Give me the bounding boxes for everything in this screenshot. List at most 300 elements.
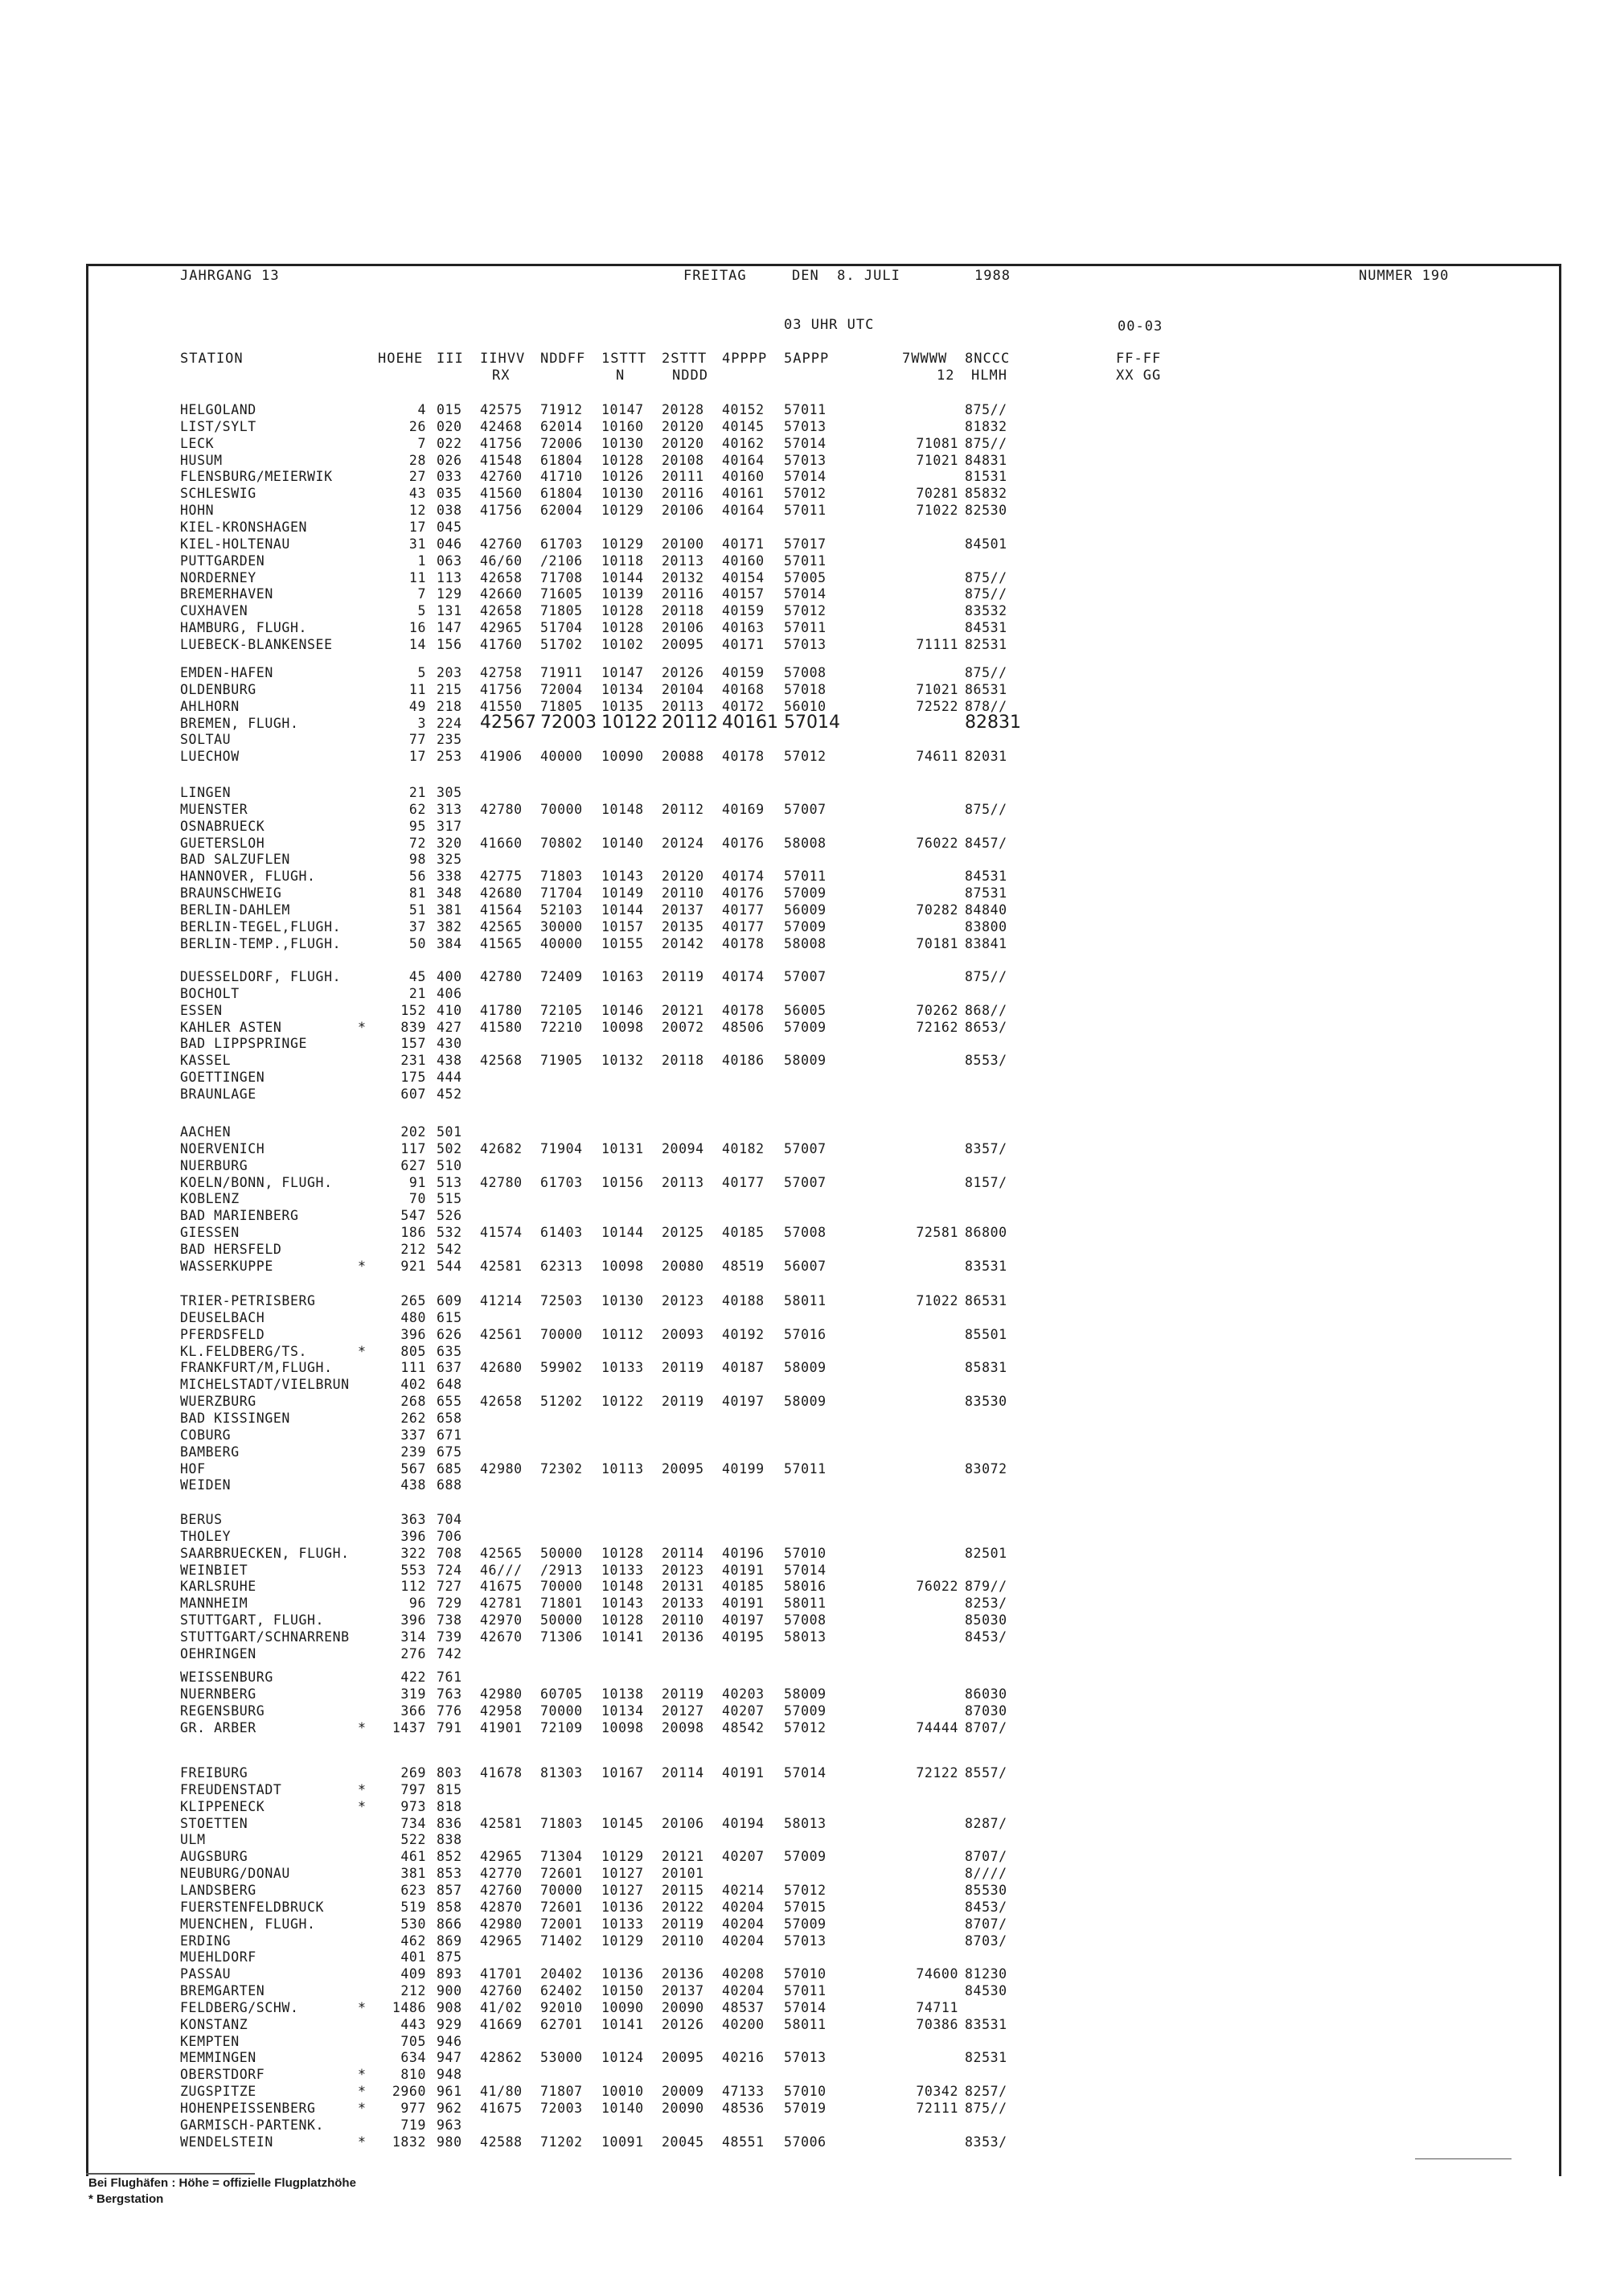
group-nddff: 72004 xyxy=(540,681,583,697)
station-name: HANNOVER, FLUGH. xyxy=(180,869,316,885)
group-4pppp: 40145 xyxy=(722,418,765,434)
station-name: MUEHLDORF xyxy=(180,1949,256,1965)
mountain-marker: * xyxy=(358,2134,367,2150)
mountain-marker: * xyxy=(358,1999,367,2015)
group-5appp: 57014 xyxy=(784,1562,827,1578)
group-2sttt: 20072 xyxy=(662,1019,704,1035)
elevation: 5 xyxy=(417,603,426,619)
group-8nccc: 8707/ xyxy=(965,1916,1007,1932)
group-4pppp: 40178 xyxy=(722,1002,765,1018)
station-name: PASSAU xyxy=(180,1966,232,1982)
elevation: 14 xyxy=(408,636,426,652)
station-name: AUGSBURG xyxy=(180,1849,248,1865)
col-nddff: NDDFF xyxy=(540,351,586,367)
elevation: 921 xyxy=(400,1258,426,1274)
group-1sttt: 10118 xyxy=(601,552,644,569)
station-id: 452 xyxy=(437,1086,462,1102)
station-id: 947 xyxy=(437,2050,462,2066)
group-7wwww: 74711 xyxy=(916,1999,958,2015)
group-4pppp: 40178 xyxy=(722,749,765,765)
group-iihvv: 42870 xyxy=(480,1899,523,1915)
station-name: STUTTGART/SCHNARRENB xyxy=(180,1629,350,1645)
station-name: HOHENPEISSENBERG xyxy=(180,2101,316,2116)
station-name: BREMEN, FLUGH. xyxy=(180,715,299,731)
station-id: 305 xyxy=(437,785,462,800)
station-id: 818 xyxy=(437,1798,462,1814)
group-nddff: 92010 xyxy=(540,1999,583,2015)
station-name: BAD MARIENBERG xyxy=(180,1208,299,1224)
col-1sttt-sub: N xyxy=(616,368,626,384)
elevation: 96 xyxy=(408,1596,426,1612)
group-1sttt: 10091 xyxy=(601,2134,644,2150)
station-id: 961 xyxy=(437,2084,462,2100)
group-8nccc: 85501 xyxy=(965,1326,1007,1342)
group-8nccc: 8707/ xyxy=(965,1849,1007,1865)
group-2sttt: 20110 xyxy=(662,1933,704,1949)
group-iihvv: 42980 xyxy=(480,1686,523,1702)
elevation: 409 xyxy=(400,1966,426,1982)
group-8nccc: 87531 xyxy=(965,885,1007,902)
group-1sttt: 10134 xyxy=(601,681,644,697)
group-2sttt: 20137 xyxy=(662,902,704,918)
elevation: 1486 xyxy=(392,1999,426,2015)
group-nddff: 71708 xyxy=(540,569,583,585)
elevation: 239 xyxy=(400,1444,426,1460)
station-name: WUERZBURG xyxy=(180,1394,256,1410)
group-1sttt: 10122 xyxy=(601,1394,644,1410)
elevation: 12 xyxy=(408,503,426,519)
station-name: KAHLER ASTEN xyxy=(180,1019,282,1035)
group-1sttt: 10141 xyxy=(601,1629,644,1645)
group-2sttt: 20113 xyxy=(662,698,704,714)
station-name: HUSUM xyxy=(180,452,223,468)
station-name: REGENSBURG xyxy=(180,1702,265,1719)
group-nddff: 70000 xyxy=(540,1579,583,1595)
table-row xyxy=(0,419,1045,436)
group-nddff: 72210 xyxy=(540,1019,583,1035)
group-1sttt: 10167 xyxy=(601,1765,644,1781)
elevation: 31 xyxy=(408,536,426,552)
group-4pppp: 40185 xyxy=(722,1579,765,1595)
group-nddff: 20402 xyxy=(540,1966,583,1982)
group-4pppp: 48551 xyxy=(722,2134,765,2150)
station-name: KOBLENZ xyxy=(180,1191,240,1207)
group-8nccc: 81832 xyxy=(965,418,1007,434)
station-id: 729 xyxy=(437,1596,462,1612)
elevation: 28 xyxy=(408,452,426,468)
group-nddff: 72302 xyxy=(540,1460,583,1477)
group-1sttt: 10112 xyxy=(601,1326,644,1342)
elevation: 157 xyxy=(400,1036,426,1052)
group-5appp: 56009 xyxy=(784,902,827,918)
group-7wwww: 70342 xyxy=(916,2084,958,2100)
station-name: BRAUNSCHWEIG xyxy=(180,885,282,902)
table-row xyxy=(0,2084,1045,2101)
elevation: 117 xyxy=(400,1140,426,1156)
group-5appp: 57007 xyxy=(784,969,827,984)
table-row xyxy=(0,486,1045,503)
group-2sttt: 20115 xyxy=(662,1882,704,1898)
table-row xyxy=(0,1053,1045,1070)
station-name: CUXHAVEN xyxy=(180,603,248,619)
group-iihvv: 42680 xyxy=(480,1360,523,1376)
elevation: 363 xyxy=(400,1512,426,1527)
station-id: 338 xyxy=(437,869,462,885)
group-1sttt: 10133 xyxy=(601,1360,644,1376)
group-iihvv: 42780 xyxy=(480,801,523,817)
station-id: 853 xyxy=(437,1866,462,1882)
elevation: 186 xyxy=(400,1225,426,1241)
table-row xyxy=(0,1670,1045,1686)
mountain-marker: * xyxy=(358,1719,367,1735)
group-nddff: 41710 xyxy=(540,469,583,485)
table-row xyxy=(0,1720,1045,1737)
group-8nccc: 8653/ xyxy=(965,1019,1007,1035)
group-4pppp: 40169 xyxy=(722,801,765,817)
station-id: 147 xyxy=(437,620,462,636)
group-4pppp: 40207 xyxy=(722,1702,765,1719)
group-nddff: 71801 xyxy=(540,1596,583,1612)
group-7wwww: 71021 xyxy=(916,681,958,697)
station-id: 857 xyxy=(437,1882,462,1898)
elevation: 1437 xyxy=(392,1719,426,1735)
elevation: 26 xyxy=(408,418,426,434)
group-7wwww: 72581 xyxy=(916,1225,958,1241)
group-4pppp: 40177 xyxy=(722,1174,765,1190)
station-name: SCHLESWIG xyxy=(180,486,256,502)
table-row xyxy=(0,1141,1045,1158)
group-8nccc: 85030 xyxy=(965,1612,1007,1629)
group-4pppp: 40157 xyxy=(722,586,765,602)
group-2sttt: 20133 xyxy=(662,1596,704,1612)
table-row xyxy=(0,1916,1045,1933)
elevation: 4 xyxy=(417,402,426,417)
group-5appp: 57013 xyxy=(784,2050,827,2066)
group-4pppp: 40159 xyxy=(722,603,765,619)
group-nddff: /2913 xyxy=(540,1562,583,1578)
table-row xyxy=(0,1208,1045,1225)
group-1sttt: 10129 xyxy=(601,1849,644,1865)
station-name: DEUSELBACH xyxy=(180,1309,265,1325)
table-row xyxy=(0,637,1045,654)
table-row xyxy=(0,1883,1045,1900)
table-row xyxy=(0,536,1045,553)
elevation: 623 xyxy=(400,1882,426,1898)
group-4pppp: 40162 xyxy=(722,435,765,451)
group-7wwww: 70386 xyxy=(916,2016,958,2032)
station-id: 382 xyxy=(437,918,462,934)
group-iihvv: 41548 xyxy=(480,452,523,468)
group-nddff: 71807 xyxy=(540,2084,583,2100)
station-id: 113 xyxy=(437,569,462,585)
station-id: 045 xyxy=(437,519,462,535)
elevation: 212 xyxy=(400,1241,426,1257)
station-id: 035 xyxy=(437,486,462,502)
group-4pppp: 40185 xyxy=(722,1225,765,1241)
station-name: KONSTANZ xyxy=(180,2016,248,2032)
table-row xyxy=(0,1966,1045,1983)
col-ffff: FF-FF xyxy=(1116,351,1162,367)
group-nddff: 40000 xyxy=(540,749,583,765)
group-iihvv: 41580 xyxy=(480,1019,523,1035)
group-2sttt: 20098 xyxy=(662,1719,704,1735)
group-nddff: 70000 xyxy=(540,1702,583,1719)
col-iii: III xyxy=(437,351,464,367)
elevation: 45 xyxy=(408,969,426,984)
station-id: 675 xyxy=(437,1444,462,1460)
group-2sttt: 20118 xyxy=(662,1053,704,1069)
group-5appp: 57011 xyxy=(784,503,827,519)
elevation: 111 xyxy=(400,1360,426,1376)
table-row xyxy=(0,436,1045,453)
group-2sttt: 20104 xyxy=(662,681,704,697)
group-nddff: 71905 xyxy=(540,1053,583,1069)
station-id: 742 xyxy=(437,1645,462,1661)
table-row xyxy=(0,1124,1045,1141)
group-1sttt: 10127 xyxy=(601,1882,644,1898)
station-name: MANNHEIM xyxy=(180,1596,248,1612)
group-2sttt: 20119 xyxy=(662,969,704,984)
station-id: 658 xyxy=(437,1410,462,1426)
group-8nccc: 84831 xyxy=(965,452,1007,468)
group-2sttt: 20122 xyxy=(662,1899,704,1915)
elevation: 607 xyxy=(400,1086,426,1102)
group-8nccc: 81531 xyxy=(965,469,1007,485)
group-8nccc: 875// xyxy=(965,665,1007,680)
group-nddff: 50000 xyxy=(540,1545,583,1561)
group-8nccc: 8457/ xyxy=(965,835,1007,851)
group-7wwww: 74444 xyxy=(916,1719,958,1735)
group-2sttt: 20100 xyxy=(662,536,704,552)
table-row xyxy=(0,402,1045,419)
group-1sttt: 10160 xyxy=(601,418,644,434)
group-7wwww: 71111 xyxy=(916,636,958,652)
station-name: HOHN xyxy=(180,503,215,519)
elevation: 322 xyxy=(400,1545,426,1561)
group-iihvv: 42760 xyxy=(480,536,523,552)
station-id: 637 xyxy=(437,1360,462,1376)
group-4pppp: 40187 xyxy=(722,1360,765,1376)
table-row xyxy=(0,469,1045,486)
station-name: FLENSBURG/MEIERWIK xyxy=(180,469,333,485)
group-2sttt: 20128 xyxy=(662,402,704,417)
group-8nccc: 875// xyxy=(965,569,1007,585)
station-name: HOF xyxy=(180,1460,206,1477)
group-1sttt: 10156 xyxy=(601,1174,644,1190)
station-id: 510 xyxy=(437,1157,462,1173)
group-nddff: 70000 xyxy=(540,1882,583,1898)
group-nddff: 61703 xyxy=(540,1174,583,1190)
group-2sttt: 20110 xyxy=(662,885,704,902)
group-iihvv: 41756 xyxy=(480,681,523,697)
group-1sttt: 10149 xyxy=(601,885,644,902)
group-1sttt: 10147 xyxy=(601,402,644,417)
group-2sttt: 20131 xyxy=(662,1579,704,1595)
group-iihvv: 41564 xyxy=(480,902,523,918)
group-2sttt: 20137 xyxy=(662,1983,704,1999)
group-4pppp: 40154 xyxy=(722,569,765,585)
group-iihvv: 41901 xyxy=(480,1719,523,1735)
group-2sttt: 20119 xyxy=(662,1916,704,1932)
station-id: 235 xyxy=(437,732,462,748)
group-4pppp: 40174 xyxy=(722,869,765,885)
station-id: 015 xyxy=(437,402,462,417)
mountain-marker: * xyxy=(358,2084,367,2100)
group-2sttt: 20121 xyxy=(662,1002,704,1018)
table-row xyxy=(0,836,1045,852)
group-iihvv: 42588 xyxy=(480,2134,523,2150)
group-2sttt: 20094 xyxy=(662,1140,704,1156)
right-rule xyxy=(1415,2158,1512,2159)
elevation: 7 xyxy=(417,435,426,451)
station-name: BAMBERG xyxy=(180,1444,240,1460)
group-nddff: 71805 xyxy=(540,603,583,619)
station-name: ESSEN xyxy=(180,1002,223,1018)
station-id: 542 xyxy=(437,1241,462,1257)
group-5appp: 57014 xyxy=(784,469,827,485)
group-8nccc: 8553/ xyxy=(965,1053,1007,1069)
station-id: 875 xyxy=(437,1949,462,1965)
table-row xyxy=(0,1849,1045,1866)
group-iihvv: 42980 xyxy=(480,1916,523,1932)
elevation: 396 xyxy=(400,1528,426,1544)
table-row xyxy=(0,1983,1045,2000)
group-7wwww: 74611 xyxy=(916,749,958,765)
group-8nccc: 83800 xyxy=(965,918,1007,934)
group-4pppp: 40204 xyxy=(722,1916,765,1932)
group-8nccc: 87030 xyxy=(965,1702,1007,1719)
group-5appp: 57012 xyxy=(784,1719,827,1735)
group-iihvv: 42760 xyxy=(480,469,523,485)
elevation: 152 xyxy=(400,1002,426,1018)
station-id: 063 xyxy=(437,552,462,569)
station-name: PUTTGARDEN xyxy=(180,552,265,569)
elevation: 719 xyxy=(400,2117,426,2133)
elevation: 5 xyxy=(417,665,426,680)
mountain-marker: * xyxy=(358,1781,367,1797)
table-row xyxy=(0,1003,1045,1020)
station-id: 929 xyxy=(437,2016,462,2032)
table-row xyxy=(0,1765,1045,1782)
elevation: 72 xyxy=(408,835,426,851)
station-name: FELDBERG/SCHW. xyxy=(180,1999,299,2015)
group-5appp: 57010 xyxy=(784,1966,827,1982)
group-1sttt: 10130 xyxy=(601,1293,644,1308)
group-nddff: 71704 xyxy=(540,885,583,902)
group-iihvv: 42965 xyxy=(480,1849,523,1865)
group-5appp: 57013 xyxy=(784,418,827,434)
station-id: 836 xyxy=(437,1815,462,1831)
group-7wwww: 71022 xyxy=(916,503,958,519)
col-iihvv: IIHVV xyxy=(480,351,526,367)
group-1sttt: 10010 xyxy=(601,2084,644,2100)
station-name: SOLTAU xyxy=(180,732,232,748)
station-name: KIEL-HOLTENAU xyxy=(180,536,290,552)
group-iihvv: 41675 xyxy=(480,2101,523,2116)
station-name: LUEBECK-BLANKENSEE xyxy=(180,636,333,652)
station-name: WEIDEN xyxy=(180,1477,232,1493)
group-5appp: 58009 xyxy=(784,1686,827,1702)
station-name: NORDERNEY xyxy=(180,569,256,585)
group-iihvv: 42775 xyxy=(480,869,523,885)
table-row xyxy=(0,1344,1045,1361)
station-name: LUECHOW xyxy=(180,749,240,765)
group-5appp: 57013 xyxy=(784,1933,827,1949)
table-row xyxy=(0,1293,1045,1310)
table-row xyxy=(0,1546,1045,1563)
station-id: 815 xyxy=(437,1781,462,1797)
group-nddff: 61403 xyxy=(540,1225,583,1241)
group-8nccc: 84501 xyxy=(965,536,1007,552)
group-5appp: 57015 xyxy=(784,1899,827,1915)
group-1sttt: 10139 xyxy=(601,586,644,602)
station-id: 218 xyxy=(437,698,462,714)
group-1sttt: 10144 xyxy=(601,902,644,918)
group-7wwww: 72111 xyxy=(916,2101,958,2116)
group-4pppp: 40207 xyxy=(722,1849,765,1865)
group-iihvv: 42760 xyxy=(480,1983,523,1999)
group-nddff: 51704 xyxy=(540,620,583,636)
station-id: 763 xyxy=(437,1686,462,1702)
group-1sttt: 10138 xyxy=(601,1686,644,1702)
elevation: 265 xyxy=(400,1293,426,1308)
group-8nccc: 83072 xyxy=(965,1460,1007,1477)
group-nddff: 52103 xyxy=(540,902,583,918)
group-iihvv: 42565 xyxy=(480,918,523,934)
station-name: GIESSEN xyxy=(180,1225,240,1241)
station-name: NOERVENICH xyxy=(180,1140,265,1156)
station-name: STUTTGART, FLUGH. xyxy=(180,1612,325,1629)
table-row xyxy=(0,1259,1045,1275)
table-row xyxy=(0,1411,1045,1427)
group-nddff: 71805 xyxy=(540,698,583,714)
table-row xyxy=(0,1461,1045,1478)
group-iihvv: 42660 xyxy=(480,586,523,602)
group-1sttt: 10126 xyxy=(601,469,644,485)
group-4pppp: 48506 xyxy=(722,1019,765,1035)
group-2sttt: 20119 xyxy=(662,1686,704,1702)
station-name: OLDENBURG xyxy=(180,681,256,697)
station-id: 400 xyxy=(437,969,462,984)
mountain-marker: * xyxy=(358,1019,367,1035)
station-id: 688 xyxy=(437,1477,462,1493)
group-8nccc: 8453/ xyxy=(965,1629,1007,1645)
group-1sttt: 10113 xyxy=(601,1460,644,1477)
group-2sttt: 20095 xyxy=(662,2050,704,2066)
table-row xyxy=(0,969,1045,986)
group-nddff: 72409 xyxy=(540,969,583,984)
group-iihvv: 42760 xyxy=(480,1882,523,1898)
elevation: 366 xyxy=(400,1702,426,1719)
group-iihvv: 42958 xyxy=(480,1702,523,1719)
group-4pppp: 40214 xyxy=(722,1882,765,1898)
station-id: 852 xyxy=(437,1849,462,1865)
elevation: 21 xyxy=(408,785,426,800)
station-name: FRANKFURT/M,FLUGH. xyxy=(180,1360,333,1376)
table-row xyxy=(0,1686,1045,1703)
group-2sttt: 20120 xyxy=(662,418,704,434)
group-5appp: 57013 xyxy=(784,636,827,652)
group-2sttt: 20106 xyxy=(662,1815,704,1831)
group-1sttt: 10098 xyxy=(601,1019,644,1035)
group-nddff: 70000 xyxy=(540,1326,583,1342)
group-iihvv: 41550 xyxy=(480,698,523,714)
station-id: 724 xyxy=(437,1562,462,1578)
table-row xyxy=(0,1529,1045,1546)
group-4pppp: 40178 xyxy=(722,935,765,951)
station-name: KASSEL xyxy=(180,1053,232,1069)
group-nddff: 72601 xyxy=(540,1899,583,1915)
